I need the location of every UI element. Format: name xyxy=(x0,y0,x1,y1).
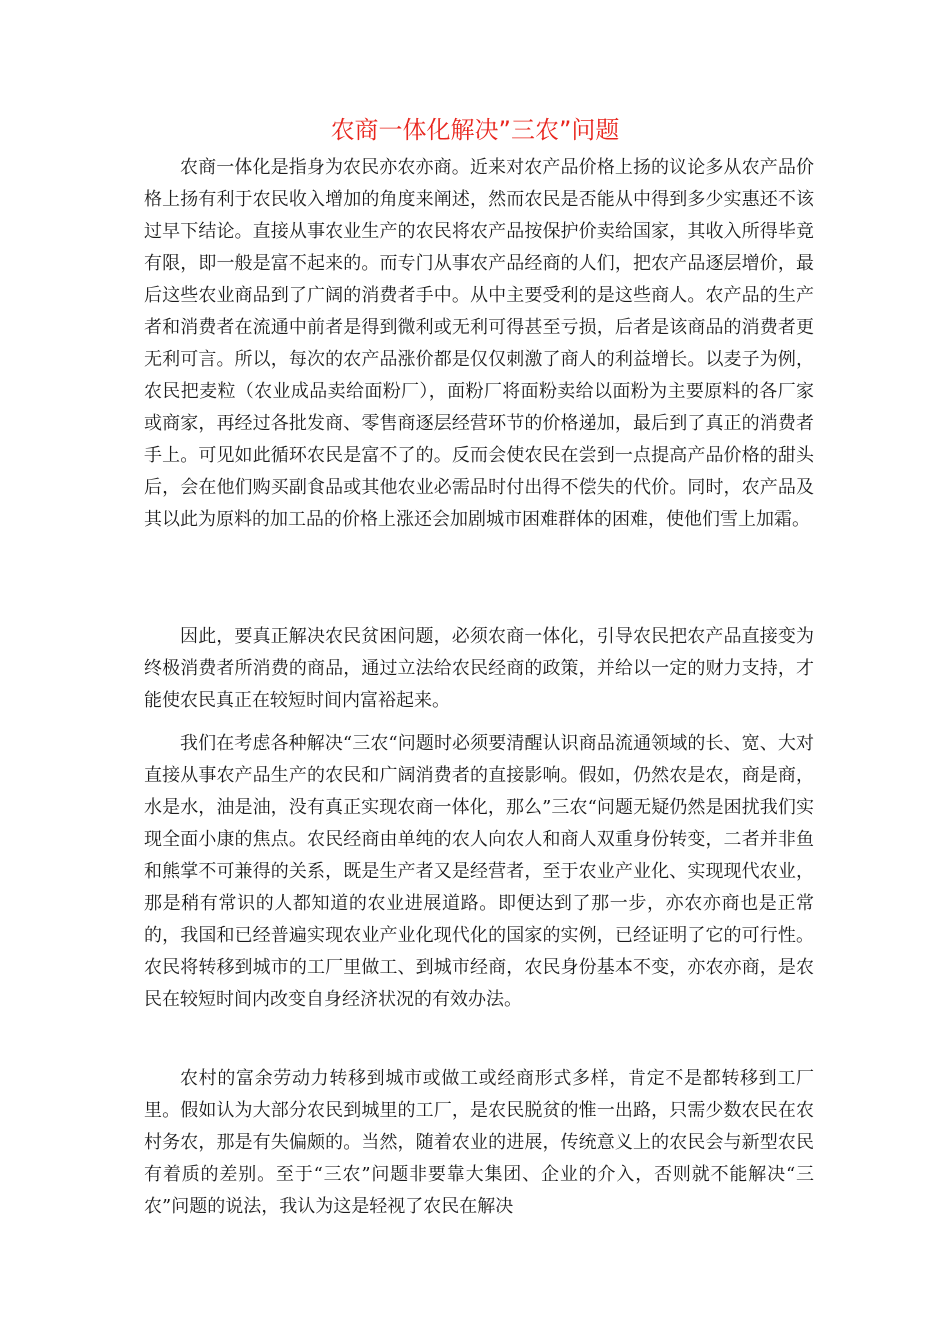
paragraph-1: 农商一体化是指身为农民亦农亦商。近来对农产品价格上扬的议论多从农产品价格上扬有利于农民收入增加的角度来阐述，然而农民是否能从中得到多少实惠还不该过早下结论。直接从事农业生产的农民将农产品按保护价卖给国家，其收入所得毕竟有限，即一般是富不起来的。而专门从事农产品经商的人们，把农产品逐层增价，最后这些农业商品到了广阔的消费者手中。从中主要受利的是这些商人。农产品的生产者和消费者在流通中前者是得到微利或无利可得甚至亏损，后者是该商品的消费者更无利可言。所以，每次的农产品涨价都是仅仅刺激了商人的利益增长。以麦子为例，农民把麦粒（农业成品卖给面粉厂），面粉厂将面粉卖给以面粉为主要原料的各厂家或商家，再经过各批发商、零售商逐层经营环节的价格递加，最后到了真正的消费者手上。可见如此循环农民是富不了的。反而会使农民在尝到一点提高产品价格的甜头后，会在他们购买副食品或其他农业必需品时付出得不偿失的代价。同时，农产品及其以此为原料的加工品的价格上涨还会加剧城市困难群体的困难，使他们雪上加霜。 xyxy=(144,157,814,530)
paragraph-2: 因此，要真正解决农民贫困问题，必须农商一体化，引导农民把农产品直接变为终极消费者所消费的商品，通过立法给农民经商的政策，并给以一定的财力支持，才能使农民真正在较短时间内富裕起来。 xyxy=(144,626,814,711)
paragraph-4: 农村的富余劳动力转移到城市或做工或经商形式多样，肯定不是都转移到工厂里。假如认为大部分农民到城里的工厂，是农民脱贫的惟一出路，只需少数农民在农村务农，那是有失偏颇的。当然，随着农业的进展，传统意义上的农民会与新型农民有着质的差别。至于“三农”问题非要靠大集团、企业的介入，否则就不能解决“三农”问题的说法，我认为这是轻视了农民在解决 xyxy=(144,1068,814,1217)
document-title: 农商一体化解决”三农”问题 xyxy=(330,116,620,144)
paragraph-3: 我们在考虑各种解决“三农“问题时必须要清醒认识商品流通领域的长、宽、大对直接从事农产品生产的农民和广阔消费者的直接影响。假如，仍然农是农，商是商，水是水，油是油，没有真正实现农商一体化，那么”三农“问题无疑仍然是困扰我们实现全面小康的焦点。农民经商由单纯的农人向农人和商人双重身份转变，二者并非鱼和熊掌不可兼得的关系，既是生产者又是经营者，至于农业产业化、实现现代农业，那是稍有常识的人都知道的农业进展道路。即便达到了那一步，亦农亦商也是正常的，我国和已经普遍实现农业产业化现代化的国家的实例，已经证明了它的可行性。农民将转移到城市的工厂里做工、到城市经商，农民身份基本不变，亦农亦商，是农民在较短时间内改变自身经济状况的有效办法。 xyxy=(144,733,814,1010)
